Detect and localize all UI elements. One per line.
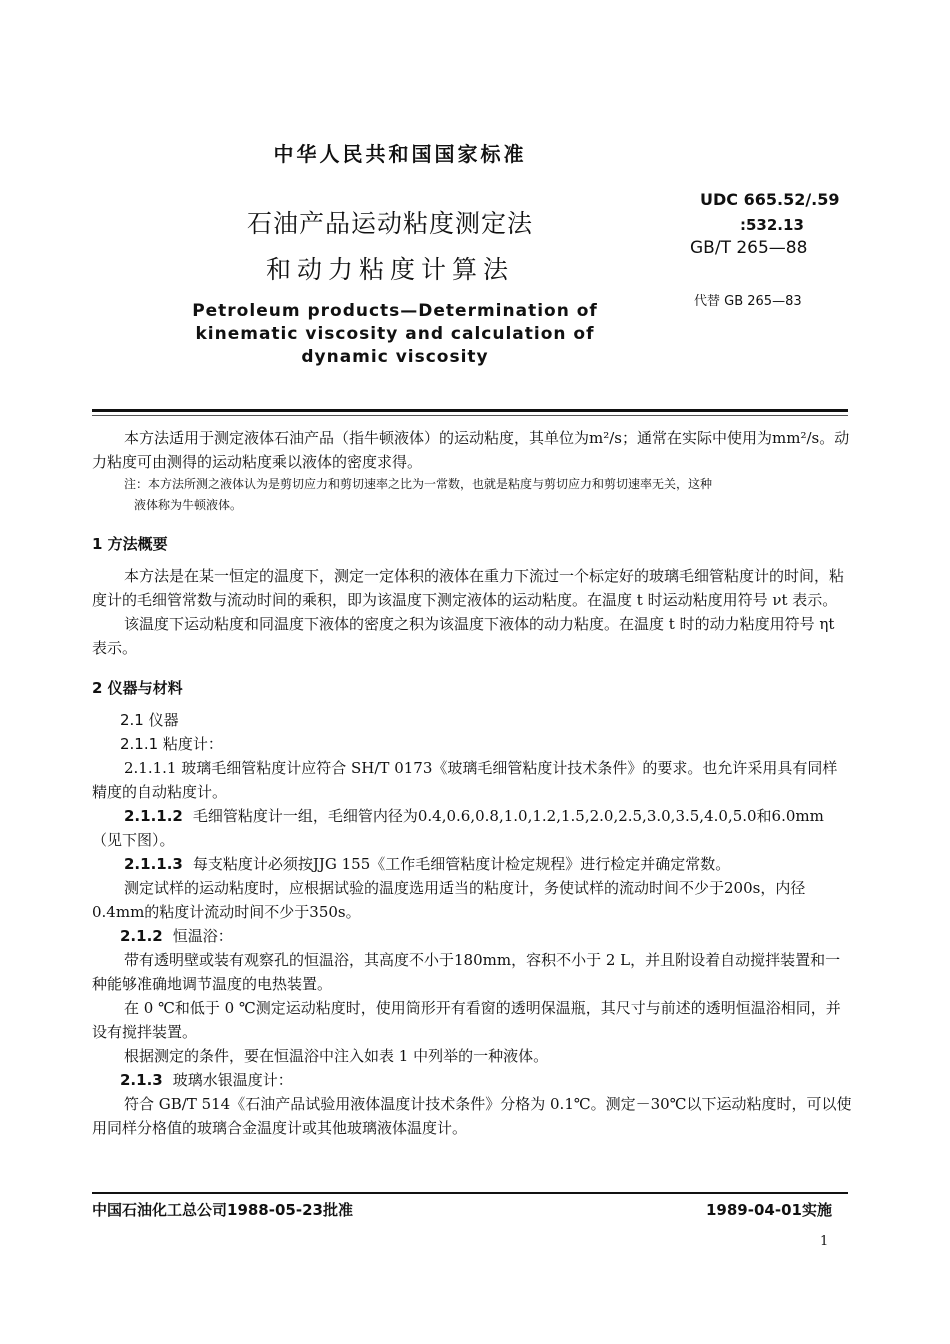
clause-2-1-1-2 xyxy=(92,804,852,852)
section-1-paragraph-2: 该温度下运动粘度和同温度下液体的密度之积为该温度下液体的动力粘度。在温度 t 时的动力粘度用符号 ηt 表示。 xyxy=(92,615,835,657)
header-rule-thick xyxy=(92,409,848,412)
header-rule-thin xyxy=(92,415,848,416)
page-number: 1 xyxy=(820,1234,829,1249)
clause-2-1-1-3 xyxy=(92,852,852,876)
bath-paragraph-1: 带有透明壁或装有观察孔的恒温浴，其高度不小于180mm，容积不小于 2 L，并且附设着自动搅拌装置和一种能够准确地调节温度的电热装置。 xyxy=(92,951,841,993)
clause-text: 毛细管粘度计一组，毛细管内径为0.4,0.6,0.8,1.0,1.2,1.5,2.0,2.5,3.0,3.5,4.0,5.0和6.0mm（见下图）。 xyxy=(92,807,824,849)
clause-number: 2.1.2 xyxy=(120,927,163,945)
title-zh-line2: 和动力粘度计算法 xyxy=(265,255,514,284)
title-zh-line1: 石油产品运动粘度测定法 xyxy=(246,209,533,238)
standard-number: GB/T 265—88 xyxy=(690,238,808,258)
section-1-heading: 1 方法概要 xyxy=(92,535,168,553)
test-viscosity-paragraph: 测定试样的运动粘度时，应根据试验的温度选用适当的粘度计，务使试样的流动时间不少于200s，内径0.4mm的粘度计流动时间不少于350s。 xyxy=(92,879,806,921)
section-2-heading: 2 仪器与材料 xyxy=(92,679,183,697)
udc-code: UDC 665.52/.59 xyxy=(700,190,840,209)
approval-line: 中国石油化工总公司1988-05-23批准 xyxy=(92,1201,353,1219)
clause-number: 2.1.1.2 xyxy=(124,807,183,825)
effective-date: 1989-04-01实施 xyxy=(706,1201,832,1219)
intro-paragraph: 本方法适用于测定液体石油产品（指牛顿液体）的运动粘度，其单位为m²/s；通常在实际中使用为mm²/s。动力粘度可由测得的运动粘度乘以液体的密度求得。 xyxy=(92,429,850,471)
clause-2-1-2 xyxy=(92,924,852,948)
title-en-line1: Petroleum products—Determination of xyxy=(192,301,598,321)
title-en-line2: kinematic viscosity and calculation of xyxy=(195,324,595,344)
clause-text: 恒温浴： xyxy=(172,927,233,945)
title-en xyxy=(150,300,640,369)
bath-paragraph-2: 在 0 ℃和低于 0 ℃测定运动粘度时，使用筒形开有看窗的透明保温瓶，其尺寸与前述的透明恒温浴相同，并设有搅拌装置。 xyxy=(92,999,841,1041)
clause-2-1-1-1: 2.1.1.1 玻璃毛细管粘度计应符合 SH/T 0173《玻璃毛细管粘度计技术条件》的要求。也允许采用具有同样精度的自动粘度计。 xyxy=(92,759,838,801)
issuing-country: 中华人民共和国国家标准 xyxy=(273,142,527,166)
clause-2-1-3 xyxy=(92,1068,852,1092)
intro-note-cont: 液体称为牛顿液体。 xyxy=(134,498,243,512)
title-en-line3: dynamic viscosity xyxy=(301,347,489,367)
footer-rule xyxy=(92,1192,848,1194)
replaces-standard: 代替 GB 265—83 xyxy=(694,294,802,309)
intro-note: 注：本方法所测之液体认为是剪切应力和剪切速率之比为一常数，也就是粘度与剪切应力和剪切速率无关，这种 xyxy=(124,477,713,491)
clause-text: 玻璃水银温度计： xyxy=(172,1071,293,1089)
section-2-1-heading: 2.1 仪器 xyxy=(120,711,179,729)
document-body xyxy=(92,426,852,1140)
clause-text: 每支粘度计必须按JJG 155《工作毛细管粘度计检定规程》进行检定并确定常数。 xyxy=(192,855,731,873)
bath-paragraph-3: 根据测定的条件，要在恒温浴中注入如表 1 中列举的一种液体。 xyxy=(124,1047,549,1065)
thermometer-paragraph: 符合 GB/T 514《石油产品试验用液体温度计技术条件》分格为 0.1℃。测定－30℃以下运动粘度时，可以使用同样分格值的玻璃合金温度计或其他玻璃液体温度计。 xyxy=(92,1095,852,1137)
udc-code-cont: :532.13 xyxy=(740,216,804,234)
clause-number: 2.1.1.3 xyxy=(124,855,183,873)
clause-number: 2.1.3 xyxy=(120,1071,163,1089)
section-2-1-1-heading: 2.1.1 粘度计： xyxy=(120,735,223,753)
section-1-paragraph-1: 本方法是在某一恒定的温度下，测定一定体积的液体在重力下流过一个标定好的玻璃毛细管粘度计的时间，粘度计的毛细管常数与流动时间的乘积，即为该温度下测定液体的运动粘度。在温度 t 时运动粘度用符号 νt 表示。 xyxy=(92,567,845,609)
